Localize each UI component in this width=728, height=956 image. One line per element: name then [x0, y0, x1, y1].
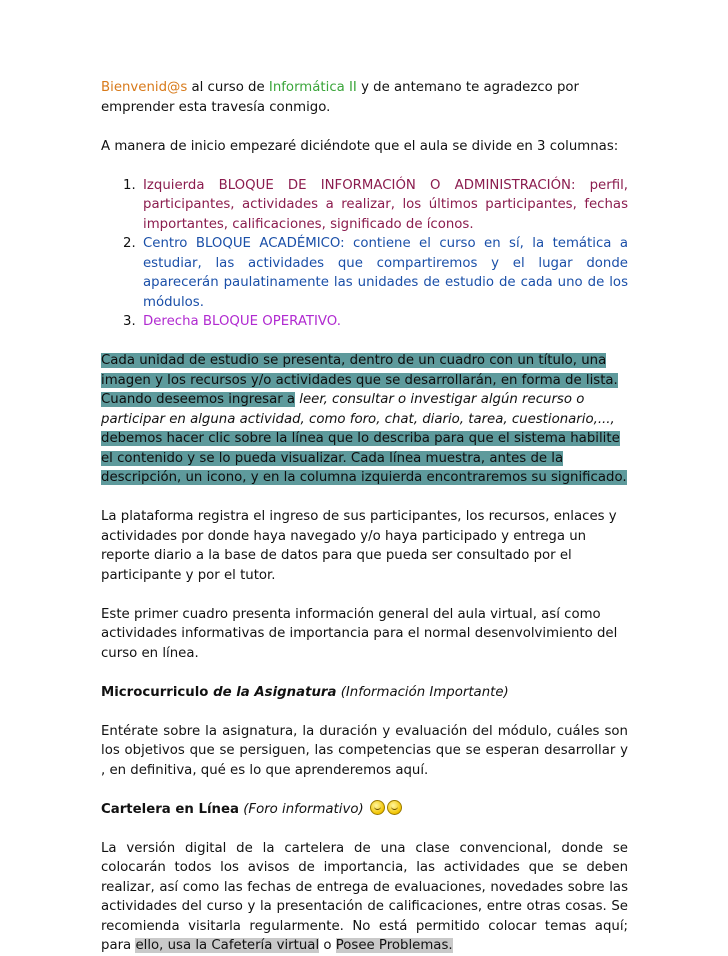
- smiley-icon: [370, 800, 385, 815]
- first-box-paragraph: Este primer cuadro presenta información general del aula virtual, así como actividades informativas de importancia para el normal desenvolvimiento del curso en línea.: [101, 606, 618, 661]
- platform-paragraph: La plataforma registra el ingreso de sus participantes, los recursos, enlaces y actividades por donde haya navegado y/o haya participado y entrega un reporte diario a la base de datos para que pueda ser consultado por el participante y por el tutor.: [101, 509, 617, 583]
- microcurriculo-heading: Microcurriculo de la Asignatura (Información Importante): [101, 684, 509, 700]
- cartelera-paragraph: La versión digital de la cartelera de una clase convencional, donde se colocarán todos los avisos de importancia, las actividades que se deben realizar, así como las fechas de entrega de evaluaciones, novedades sobre las actividades del curso y la presentación de calificaciones, entre otras cosas. Se recomienda visitarla regularmente. No está permitido colocar temas aquí; para ello, usa la Cafetería virtual o Posee Problemas.: [101, 840, 628, 953]
- course-name: Informática II: [268, 80, 357, 95]
- posee-problemas-link[interactable]: Posee Problemas.: [335, 938, 453, 953]
- smiley-icon: [387, 800, 402, 815]
- columns-intro: A manera de inicio empezaré diciéndote que el aula se divide en 3 columnas:: [101, 138, 619, 154]
- greeting: Bienvenid@s: [101, 80, 188, 95]
- document-body: [101, 78, 628, 956]
- cartelera-heading: Cartelera en Línea (Foro informativo): [101, 800, 628, 820]
- unit-paragraph: Cada unidad de estudio se presenta, dentro de un cuadro con un título, una imagen y los recursos y/o actividades que se desarrollarán, en forma de lista. Cuando deseemos ingresar a leer, consultar o investigar algún recurso o participar en alguna actividad, como foro, chat, diario, tarea, cuestionario,..., debemos hacer clic sobre la línea que lo describa para que el sistema habilite el contenido y se lo pueda visualizar. Cada línea muestra, antes de la descripción, un icono, y en la columna izquierda encontraremos su significado.: [101, 353, 627, 485]
- cafeteria-link[interactable]: ello, usa la Cafetería virtual: [135, 938, 320, 953]
- columns-list: [101, 176, 628, 332]
- list-item: 1. Izquierda BLOQUE DE INFORMACIÓN O ADMINISTRACIÓN: perfil, participantes, actividades a realizar, los últimos participantes, fechas importantes, calificaciones, significado de íconos.: [123, 177, 628, 232]
- welcome-paragraph: Bienvenid@s al curso de Informática II y de antemano te agradezco por emprender esta travesía conmigo.: [101, 80, 580, 115]
- microcurriculo-paragraph: Entérate sobre la asignatura, la duración y evaluación del módulo, cuáles son los objetivos que se persiguen, las competencias que se esperan desarrollar y , en definitiva, qué es lo que aprenderemos aquí.: [101, 723, 628, 778]
- list-item: 3. Derecha BLOQUE OPERATIVO.: [123, 314, 341, 329]
- list-item: 2. Centro BLOQUE ACADÉMICO: contiene el curso en sí, la temática a estudiar, las actividades que compartiremos y el lugar donde aparecerán paulatinamente las unidades de estudio de cada uno de los módulos.: [123, 236, 628, 310]
